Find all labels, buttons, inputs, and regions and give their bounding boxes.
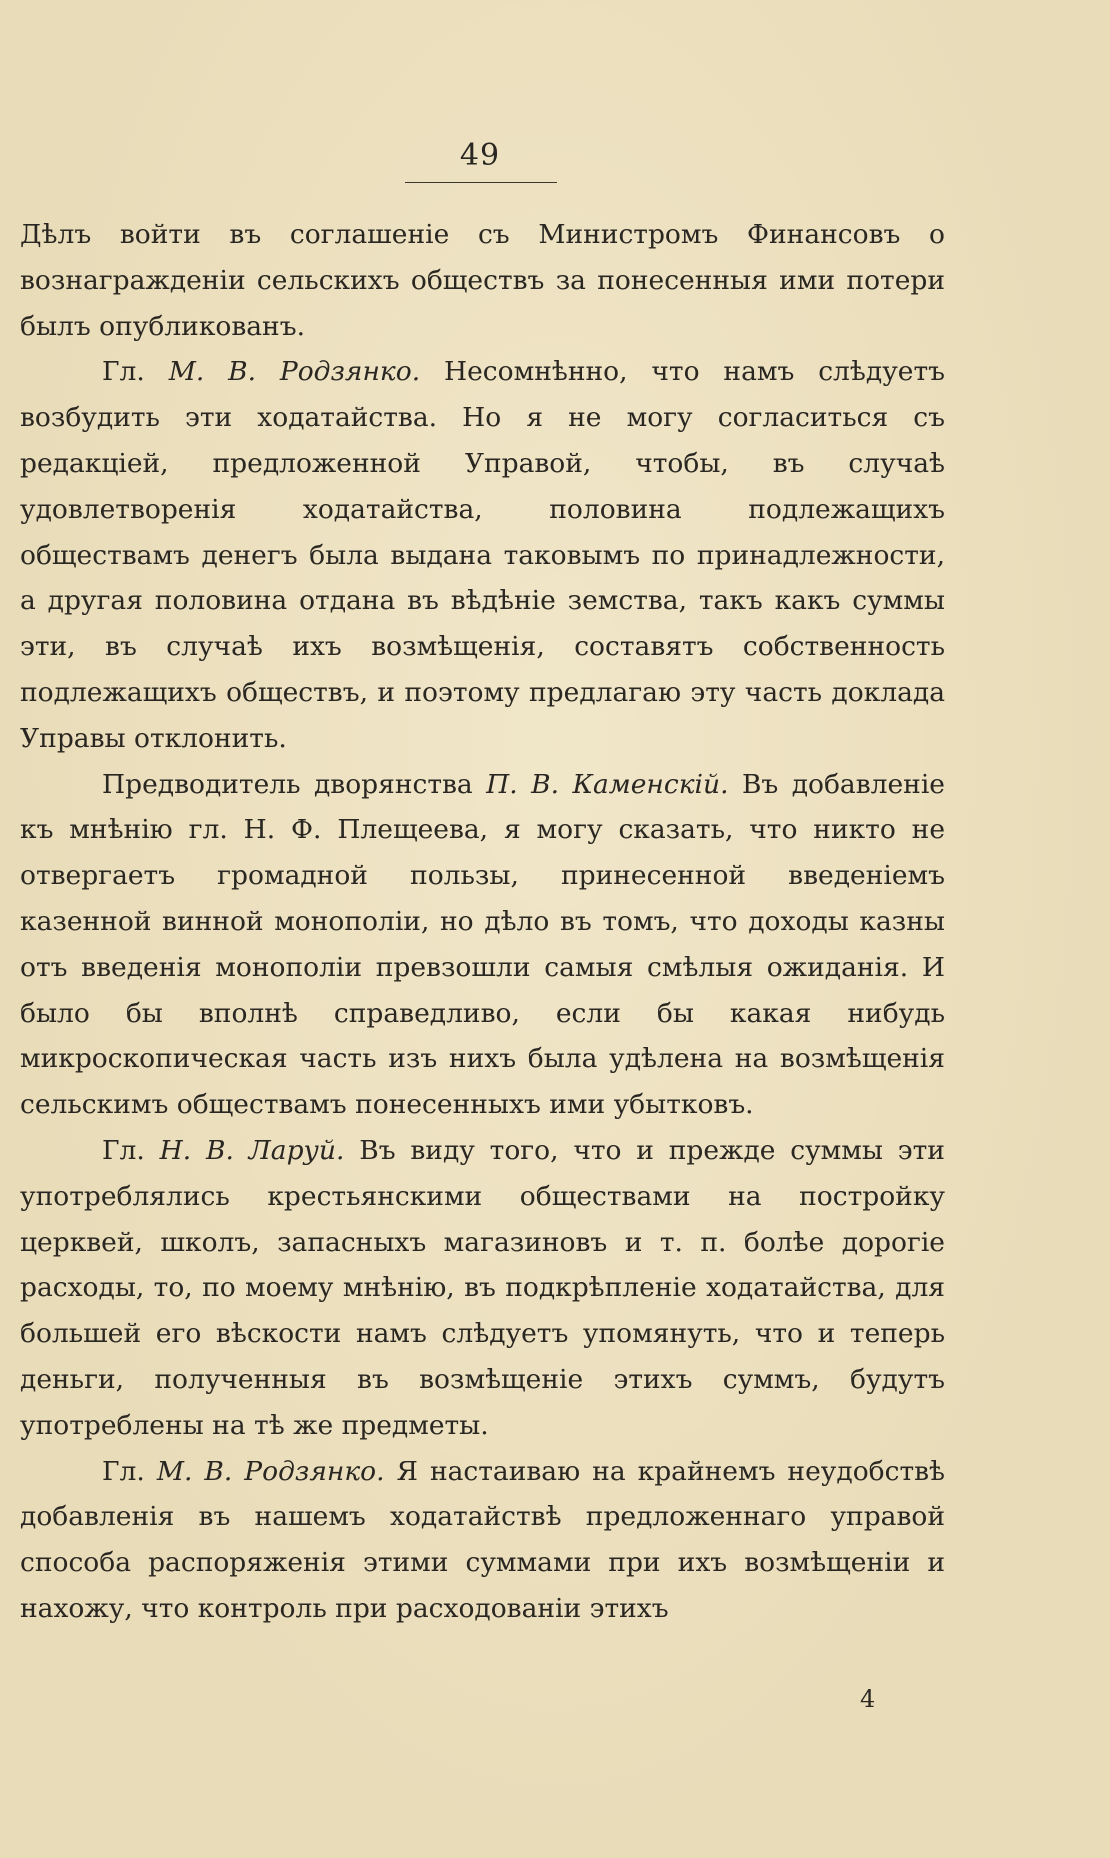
paragraph-2 <box>20 349 945 761</box>
speaker-prefix: Гл. <box>102 356 145 388</box>
paragraph-5 <box>20 1449 945 1632</box>
paragraph-3 <box>20 762 945 1128</box>
speaker-name: Н. В. Ларуй. <box>159 1134 345 1166</box>
speaker-prefix: Предводитель дворянства <box>102 768 473 800</box>
paragraph-text: Въ виду того, что и прежде суммы эти употреблялись крестьянскими обществами на постройку церквей, школъ, запасныхъ магазиновъ и т. п. болѣе дорогіе расходы, то, по моему мнѣнію, въ подкрѣпленіе ходатайства, для большей его вѣскости намъ слѣдуетъ упомянуть, что и теперь деньги, полученныя въ возмѣщеніе этихъ суммъ, будутъ употреблены на тѣ же предметы. <box>20 1134 945 1441</box>
page-number: 49 <box>459 138 501 173</box>
paragraph-text: Въ добавленіе къ мнѣнію гл. Н. Ф. Плещеева, я могу сказать, что никто не отвергаетъ громадной пользы, принесенной введеніемъ казенной винной монополіи, но дѣло въ томъ, что доходы казны отъ введенія монополіи превзошли самыя смѣлыя ожиданія. И было бы вполнѣ справедливо, если бы какая нибудь микроскопическая часть изъ нихъ была удѣлена на возмѣщенія сельскимъ обществамъ понесенныхъ ими убытковъ. <box>20 768 945 1121</box>
paragraph-1 <box>20 212 945 349</box>
paragraph-text: Несомнѣнно, что намъ слѣдуетъ возбудить эти ходатайства. Но я не могу согласиться съ редакціей, предложенной Управой, чтобы, въ случаѣ удовлетворенія ходатайства, половина подлежащихъ обществамъ денегъ была выдана таковымъ по принадлежности, а другая половина отдана въ вѣдѣніе земства, такъ какъ суммы эти, въ случаѣ ихъ возмѣщенія, составятъ собственность подлежащихъ обществъ, и поэтому предлагаю эту часть доклада Управы отклонить. <box>20 356 945 754</box>
header-rule <box>405 182 557 183</box>
speaker-name: М. В. Родзянко. <box>168 356 421 388</box>
paragraph-text: Я настаиваю на крайнемъ неудобствѣ добавленія въ нашемъ ходатайствѣ предложеннаго управой способа распоряженія этими суммами при ихъ возмѣщеніи и нахожу, что контроль при расходованіи этихъ <box>20 1455 945 1624</box>
signature-mark: 4 <box>860 1685 876 1713</box>
speaker-prefix: Гл. <box>102 1134 145 1166</box>
speaker-prefix: Гл. <box>102 1455 145 1487</box>
speaker-name: М. В. Родзянко. <box>156 1455 385 1487</box>
page-body <box>20 212 945 1632</box>
paragraph-text: Дѣлъ войти въ соглашеніе съ Министромъ Финансовъ о вознагражденіи сельскихъ обществъ за понесенныя ими потери былъ опубликованъ. <box>20 219 945 342</box>
speaker-name: П. В. Каменскій. <box>486 768 729 800</box>
paragraph-4 <box>20 1128 945 1449</box>
